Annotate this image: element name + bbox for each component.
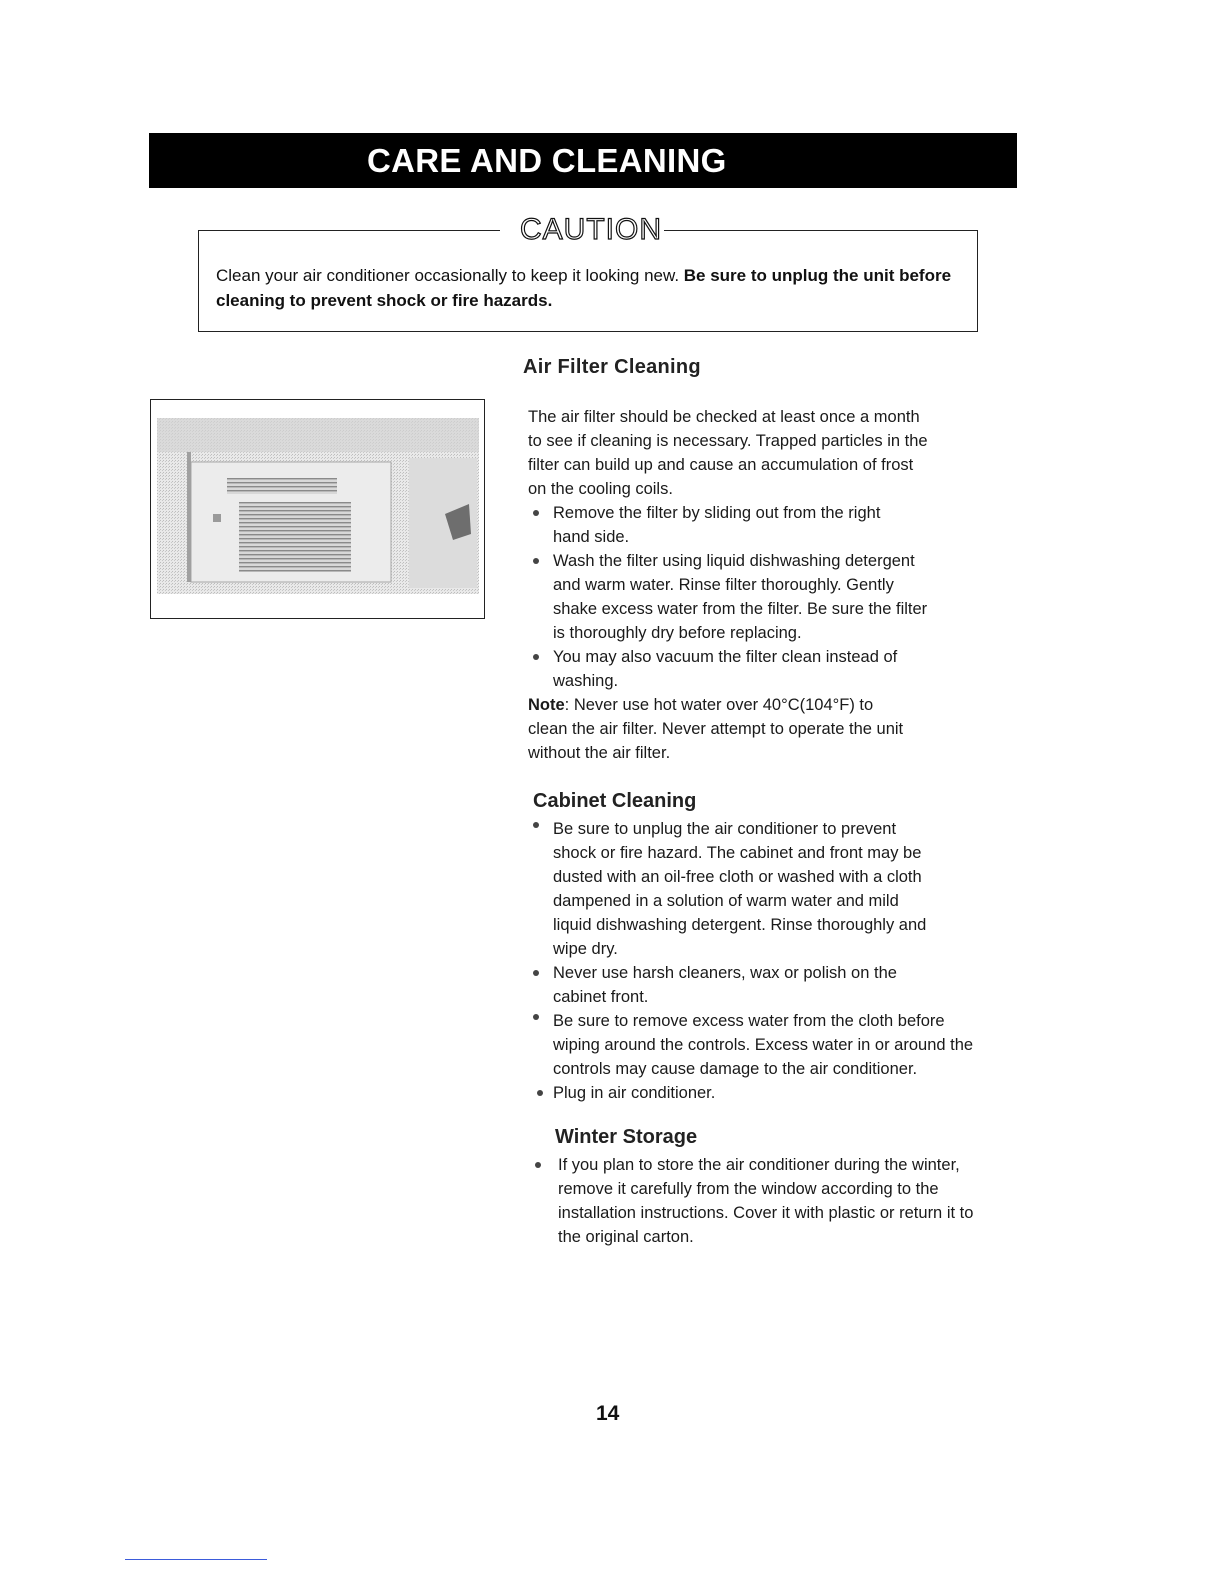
cabinet-bullet-2: Never use harsh cleaners, wax or polish on the cabinet front. [553,964,897,1006]
cabinet-cleaning-heading: Cabinet Cleaning [533,790,697,812]
page-number: 14 [596,1402,620,1425]
air-filter-intro: The air filter should be checked at least once a month to see if cleaning is necessary. Trapped particles in the filter can build up and cause an accumulation of frost on the cooling coils. [528,408,928,498]
bullet-icon [535,1162,541,1168]
cabinet-bullet-4: Plug in air conditioner. [553,1084,716,1102]
section-title: CARE AND CLEANING [367,142,727,179]
winter-storage-heading: Winter Storage [555,1126,698,1148]
cabinet-bullet-1: Be sure to unplug the air conditioner to prevent shock or fire hazard. The cabinet and front may be dusted with an oil-free cloth or washed with a cloth dampened in a solution of warm water and mild liquid dishwashing detergent. Rinse thoroughly and wipe dry. [553,820,927,958]
caution-label: CAUTION [520,213,662,246]
air-filter-bullet-1: Remove the filter by sliding out from the right hand side. [553,504,881,546]
air-filter-heading: Air Filter Cleaning [523,356,701,378]
bullet-icon [533,822,539,828]
bullet-icon [533,970,539,976]
footer-rule [125,1559,267,1560]
bullet-icon [533,510,539,516]
air-filter-note [528,693,913,765]
caution-text-bold: Be sure to unplug the unit before cleaning to prevent shock or fire hazards. [216,266,952,310]
cabinet-bullet-3: Be sure to remove excess water from the cloth before wiping around the controls. Excess water in or around the controls may cause damage to the air conditioner. [553,1012,974,1078]
bullet-icon [533,654,539,660]
caution-text-normal: Clean your air conditioner occasionally to keep it looking new. [216,266,684,285]
caution-divider-right [664,230,978,231]
air-conditioner-illustration [157,418,479,594]
bullet-icon [533,558,539,564]
air-filter-bullet-2: Wash the filter using liquid dishwashing detergent and warm water. Rinse filter thoroughly. Gently shake excess water from the filter. Be sure the filter is thoroughly dry before replacing. [553,552,928,642]
bullet-icon [533,1014,539,1020]
bullet-icon [537,1090,543,1096]
section-title-banner [149,133,1017,188]
air-conditioner-photo [150,399,485,619]
caution-divider-left [198,230,500,231]
air-filter-bullet-3: You may also vacuum the filter clean instead of washing. [553,648,898,690]
caution-text [216,263,968,313]
note-label: Note [528,696,565,714]
winter-bullet-1: If you plan to store the air conditioner during the winter, remove it carefully from the window according to the installation instructions. Cover it with plastic or return it to the original carton. [558,1156,974,1246]
note-text: : Never use hot water over 40°C(104°F) to clean the air filter. Never attempt to operate the unit without the air filter. [528,696,904,762]
